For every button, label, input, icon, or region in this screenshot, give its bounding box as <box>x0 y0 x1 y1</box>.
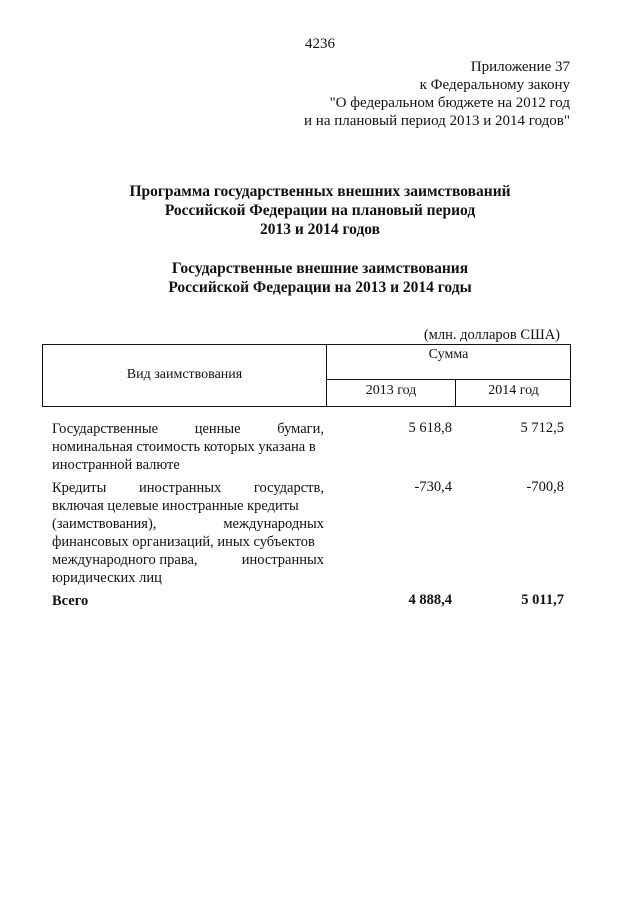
header-year-2014: 2014 год <box>488 383 539 398</box>
title-line: Российской Федерации на 2013 и 2014 годы <box>168 279 472 296</box>
total-2013: 4 888,4 <box>408 592 452 608</box>
word: Кредиты <box>52 480 107 496</box>
units-label: (млн. долларов США) <box>423 327 560 343</box>
appendix-line: Приложение 37 <box>470 59 570 75</box>
value-2013: 5 618,8 <box>408 420 452 436</box>
row-label-securities <box>52 420 324 474</box>
row-label-credits <box>52 479 324 587</box>
word: (заимствования), <box>52 516 157 532</box>
row-line: иностранной валюте <box>52 457 180 473</box>
table-header <box>42 344 571 407</box>
word: иностранных <box>241 552 324 568</box>
word: иностранных <box>139 480 222 496</box>
total-2014: 5 011,7 <box>521 592 564 608</box>
appendix-line: к Федеральному закону <box>419 77 570 93</box>
word: Государственные <box>52 421 159 437</box>
word: международных <box>223 516 324 532</box>
appendix-reference <box>240 58 570 130</box>
program-title <box>40 182 600 239</box>
row-line <box>52 551 324 569</box>
word: государств, <box>253 480 324 496</box>
section-title <box>40 259 600 297</box>
header-divider <box>326 379 571 380</box>
value-2014: 5 712,5 <box>520 420 564 436</box>
word: ценные <box>194 421 241 437</box>
row-line: юридических лиц <box>52 570 162 586</box>
row-line <box>52 515 324 533</box>
row-line <box>52 420 324 438</box>
title-line: Государственные внешние заимствования <box>171 260 469 277</box>
word: бумаги, <box>277 421 324 437</box>
title-line: Российской Федерации на плановый период <box>164 202 476 219</box>
total-label: Всего <box>52 593 89 609</box>
appendix-line: "О федеральном бюджете на 2012 год <box>329 95 570 111</box>
header-borrowing-type: Вид заимствования <box>126 367 243 382</box>
value-2013: -730,4 <box>414 479 452 495</box>
header-sum: Сумма <box>428 347 469 362</box>
title-line: 2013 и 2014 годов <box>259 221 381 238</box>
row-line <box>52 479 324 497</box>
appendix-line: и на плановый период 2013 и 2014 годов" <box>304 113 570 129</box>
row-line: номинальная стоимость которых указана в <box>52 439 316 455</box>
row-line: финансовых организаций, иных субъектов <box>52 534 315 550</box>
value-2014: -700,8 <box>526 479 564 495</box>
row-line: включая целевые иностранные кредиты <box>52 498 299 514</box>
page-number: 4236 <box>305 36 335 52</box>
title-line: Программа государственных внешних заимствований <box>129 183 511 200</box>
header-year-2013: 2013 год <box>365 383 417 398</box>
word: международного права, <box>52 552 198 568</box>
